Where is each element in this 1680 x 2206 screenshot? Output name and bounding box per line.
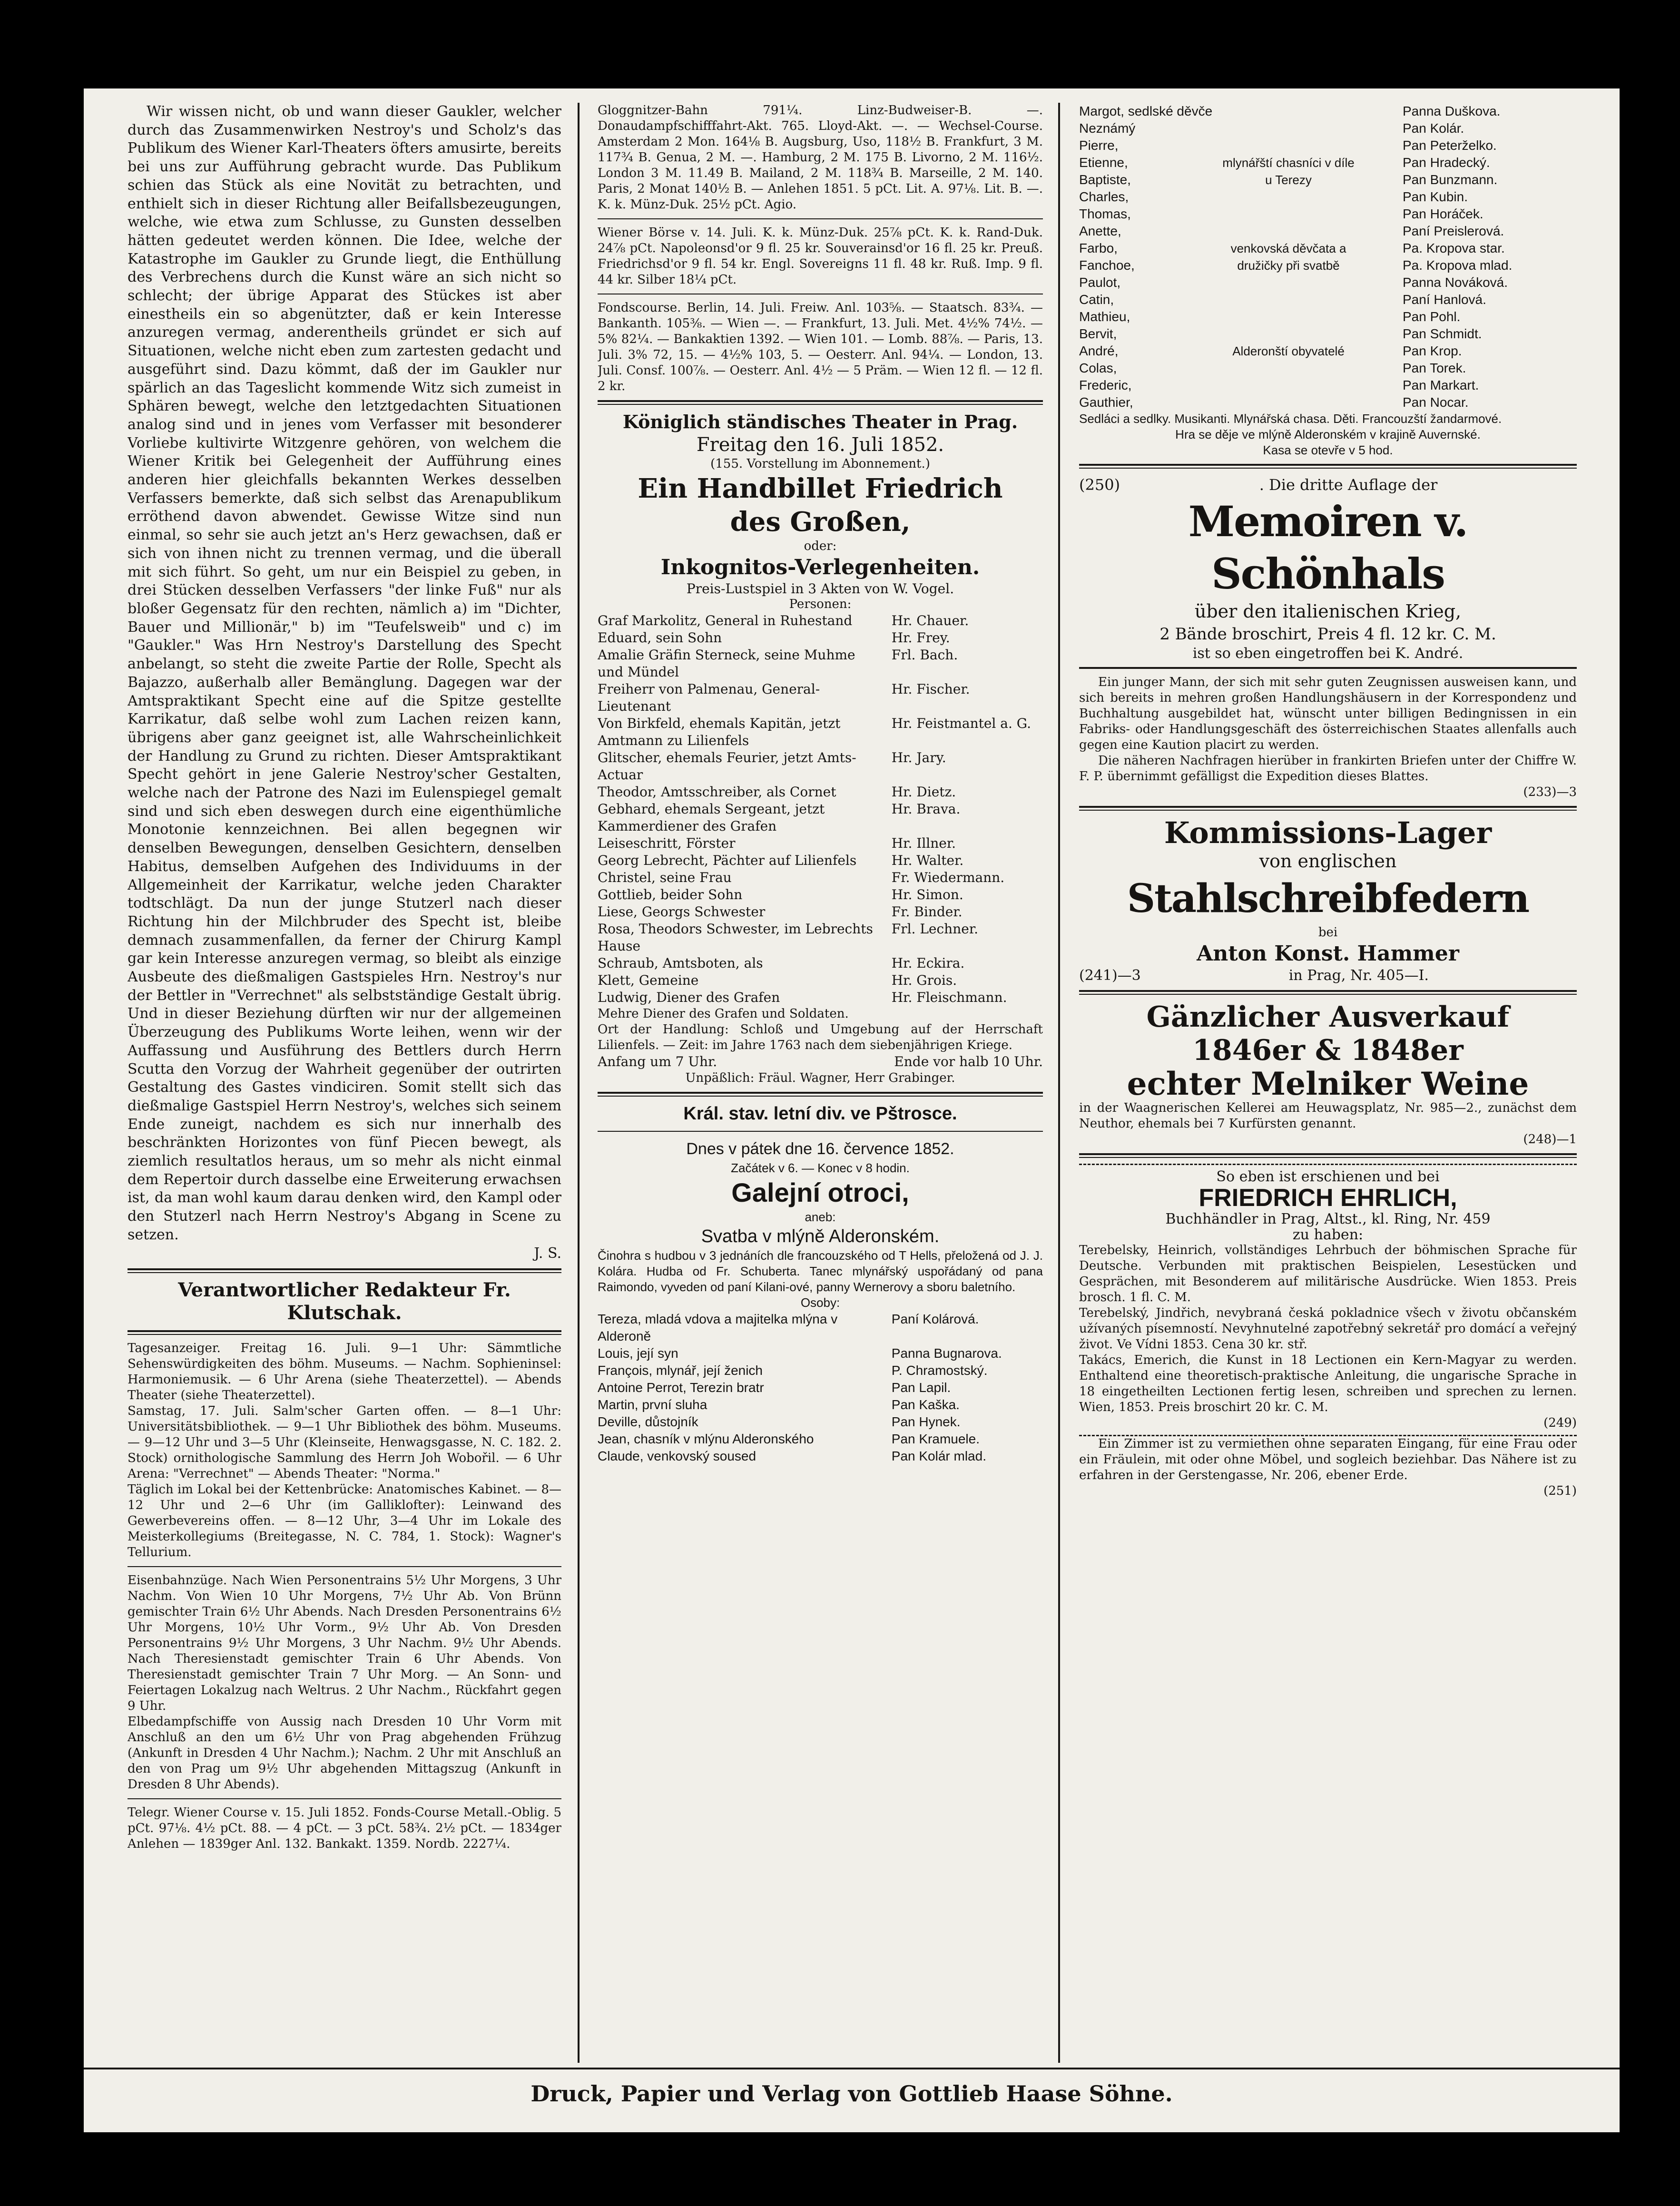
cast-character: Catin, <box>1079 292 1114 307</box>
czech-osoby: Osoby: <box>800 1295 840 1310</box>
cast-row <box>598 629 1043 647</box>
cast-row <box>1079 154 1577 171</box>
ad-ehrlich-book-1: Terebelsky, Heinrich, vollständiges Lehrbuch der böhmischen Sprache für Deutsche. Verbunden mit praktischen Beispielen, Lesestücken und Gesprächen, mit Besonderem auf militärische Ausdrücke. Wien 1853. Preis brosch. 1 fl. C. M. <box>1079 1243 1577 1304</box>
eisenbahnzuege: Eisenbahnzüge. Nach Wien Personentrains 5½ Uhr Morgens, 3 Uhr Nachm. Von Wien 10 Uhr Morgens, 7½ Uhr Ab. Von Brünn gemischter Train 6½ Uhr Abends. Nach Dresden Personentrains 6½ Uhr Morgens, 10½ Uhr Vorm., 9½ Uhr Ab. Von Dresden Personentrains 9½ Uhr Morgens, 3 Uhr Nachm. 9½ Uhr Abends. Nach Theresienstadt gemischter Train 6 Uhr Abends. Von Theresienstadt gemischter Train 7 Uhr Morg. — An Sonn- und Feiertagen Lokalzug nach Weltrus. 2 Uhr Nachm., Rückfahrt gegen 9 Uhr. <box>128 1573 561 1714</box>
column-right <box>1079 103 1577 2072</box>
cast-row <box>598 612 1043 629</box>
cast-actor: Pan Nocar. <box>1403 395 1469 410</box>
cast-character: Pierre, <box>1079 138 1119 153</box>
czech-date: Dnes v pátek dne 16. července 1852. <box>686 1140 954 1158</box>
cast-character: Anette, <box>1079 224 1121 238</box>
cast-actor: Pan Peterželko. <box>1403 138 1497 153</box>
cast-row <box>1079 240 1577 257</box>
cast-role: Martin, první sluha <box>598 1397 707 1412</box>
divider <box>128 1566 561 1567</box>
ad-ehrlich-book-3: Takács, Emerich, die Kunst in 18 Lectionen ein Kern-Magyar zu werden. Enthaltend eine theoretisch-praktische Anleitung, die ungarische Sprache in 18 eingetheilten Lectionen fertig lesen, schreiben und sprechen zu lernen. Wien, 1853. Preis broschirt 20 kr. C. M. <box>1079 1353 1577 1414</box>
ad-ehrlich-box <box>1079 1164 1577 1436</box>
cast-role: Ludwig, Diener des Grafen <box>598 990 780 1005</box>
cast-row <box>598 1311 1043 1345</box>
play-genre: Preis-Lustspiel in 3 Akten von W. Vogel. <box>686 581 954 597</box>
cast-group: Alderonští obyvatelé <box>1232 344 1345 358</box>
play-anfang: Anfang um 7 Uhr. <box>598 1054 717 1069</box>
elbedampfschiffe: Elbedampfschiffe von Aussig nach Dresden 10 Uhr Vorm mit Anschluß an den um 6½ Uhr von Prag abgehenden Frühzug (Ankunft in Dresden 4 Uhr Nachm.); Nachm. 2 Uhr mit Anschluß an den von Prag um 9½ Uhr abgehenden Mittagszug (Ankunft in Dresden 8 Uhr Abends). <box>128 1715 561 1792</box>
column-rule-2 <box>1058 103 1060 2063</box>
ad-federn-number: (241)—3 <box>1079 967 1141 984</box>
cast-row <box>1079 223 1577 240</box>
cast-actor: Pan Kaška. <box>891 1397 960 1412</box>
divider <box>598 400 1043 405</box>
cast-group: mlynářští chasníci v díle <box>1222 156 1355 170</box>
cast-role: Jean, chasník v mlýnu Alderonského <box>598 1431 814 1446</box>
play-title-1: Ein Handbillet Friedrich <box>638 473 1003 504</box>
ad-wine-years: 1846er & 1848er <box>1192 1034 1464 1067</box>
ad-schoenhals-availability: ist so eben eingetroffen bei K. André. <box>1192 645 1464 662</box>
telegr-course: Telegr. Wiener Course v. 15. Juli 1852. Fonds-Course Metall.-Oblig. 5 pCt. 97⅛. 4½ pCt. 88. — 4 pCt. — 3 pCt. 58¾. 2½ pCt. — 1834ger Anlehen — 1839ger Anl. 132. Bankakt. 1359. Nordb. 2227¼. <box>128 1805 561 1852</box>
cast-character: Charles, <box>1079 189 1129 204</box>
ad-federn-title: Kommissions-Lager <box>1164 815 1492 850</box>
cast-role: Von Birkfeld, ehemals Kapitän, jetzt Amtmann zu Lilienfels <box>598 716 841 748</box>
cast-row <box>598 972 1043 989</box>
czech-cast-continued <box>1079 103 1577 411</box>
cast-row <box>598 801 1043 835</box>
cast-actor: Hr. Jary. <box>891 750 946 765</box>
cast-actor: Hr. Dietz. <box>891 784 956 800</box>
imprint-footer: Druck, Papier und Verlag von Gottlieb Haase Söhne. <box>531 2081 1173 2107</box>
cast-actor: Paní Preislerová. <box>1403 224 1504 238</box>
divider <box>1079 1153 1577 1158</box>
cast-row <box>598 1413 1043 1431</box>
cast-role: Liese, Georgs Schwester <box>598 904 766 920</box>
divider <box>598 218 1043 219</box>
cast-row <box>1079 394 1577 411</box>
cast-role: Graf Markolitz, General in Ruhestand <box>598 613 853 628</box>
cast-actor: Panna Duškova. <box>1403 104 1501 118</box>
cast-role: Gottlieb, beider Sohn <box>598 887 743 902</box>
cast-role: Louis, její syn <box>598 1346 678 1361</box>
cast-row <box>598 749 1043 784</box>
cast-character: Paulot, <box>1079 275 1121 290</box>
cast-role: Tereza, mladá vdova a majitelka mlýna v Alderoně <box>598 1312 838 1343</box>
cast-role: Rosa, Theodors Schwester, im Lebrechts Hause <box>598 921 873 954</box>
cast-row <box>1079 274 1577 291</box>
cast-row <box>598 681 1043 715</box>
cast-role: Christel, seine Frau <box>598 870 732 885</box>
ad-job-more: Die näheren Nachfragen hierüber in frankirten Briefen unter der Chiffre W. F. P. übernimmt gefälligst die Expedition dieses Blattes. <box>1079 754 1577 784</box>
ad-schoenhals-title: Memoiren v. Schönhals <box>1188 497 1468 598</box>
cast-actor: Panna Nováková. <box>1403 275 1508 290</box>
ad-federn-name: Anton Konst. Hammer <box>1197 941 1459 966</box>
cast-role: Schraub, Amtsboten, als <box>598 955 763 971</box>
cast-row <box>1079 343 1577 360</box>
review-signature: J. S. <box>534 1245 561 1262</box>
divider <box>128 1268 561 1273</box>
cast-row <box>1079 206 1577 223</box>
cast-extra-3: Kasa se otevře v 5 hod. <box>1263 443 1393 457</box>
play-oder: oder: <box>804 539 837 553</box>
cast-actor: Frl. Bach. <box>891 647 958 663</box>
ad-ehrlich-intro: So eben ist erschienen und bei <box>1216 1168 1440 1185</box>
bahn-course: Gloggnitzer-Bahn 791¼. Linz-Budweiser-B. —. Donaudampfschifffahrt-Akt. 765. Lloyd-Akt. —. — Wechsel-Course. Amsterdam 2 Mon. 164⅛ B. Augsburg, Uso, 118½ B. Frankfurt, 3 M. 117¾ B. Genua, 2 M. —. Hamburg, 2 M. 175 B. Livorno, 2 M. 116½. London 3 M. 11.49 B. Mailand, 2 M. 118¾ B. Marseille, 2 M. 140. Paris, 2 Monat 140½ B. — Anlehen 1851. 5 pCt. Lit. A. 97⅛. Lit. B. —. K. k. Münz-Duk. 25½ pCt. Agio. <box>598 103 1043 212</box>
ad-schoenhals-subtitle: über den italienischen Krieg, <box>1194 601 1462 622</box>
ad-federn-main: Stahlschreibfedern <box>1127 876 1529 922</box>
cast-row <box>1079 257 1577 274</box>
ad-zimmer-text: Ein Zimmer ist zu vermiethen ohne separaten Eingang, für eine Frau oder ein Fräulein, mit oder ohne Möbel, und sogleich beziehbar. Das Nähere ist zu erfahren in der Gerstengasse, Nr. 206, ebener Erde. <box>1079 1437 1577 1482</box>
cast-character: Fanchoe, <box>1079 258 1135 273</box>
cast-character: Gauthier, <box>1079 395 1133 410</box>
theater-vorstellung: (155. Vorstellung im Abonnement.) <box>710 457 930 471</box>
cast-group: venkovská děvčata a <box>1230 241 1346 255</box>
ad-wine-number: (248)—1 <box>1523 1132 1577 1147</box>
cast-actor: Hr. Fleischmann. <box>891 990 1007 1005</box>
cast-extra-1: Sedláci a sedlky. Musikanti. Mlynářská chasa. Děti. Francouzští žandarmové. <box>1079 412 1502 426</box>
czech-description: Činohra s hudbou v 3 jednáních dle francouzského od T Hells, přeložená od J. J. Kolára. Hudba od Fr. Schuberta. Tanec mlynářský uspořádaný od pana Raimondo, vyveden od paní Kilani-ové, panny Wernerovy a sboru baletního. <box>598 1248 1043 1294</box>
cast-row <box>1079 377 1577 394</box>
cast-row <box>598 784 1043 801</box>
cast-actor: Pan Torek. <box>1403 361 1466 375</box>
cast-actor: Pan Horáček. <box>1403 206 1484 221</box>
cast-character: Etienne, <box>1079 155 1128 170</box>
cast-actor: Pan Kramuele. <box>891 1431 980 1446</box>
editor-line: Verantwortlicher Redakteur Fr. Klutschak. <box>178 1279 511 1324</box>
cast-group: družičky při svatbě <box>1237 258 1340 273</box>
cast-row <box>1079 188 1577 206</box>
cast-row <box>1079 120 1577 137</box>
cast-group: u Terezy <box>1265 173 1312 187</box>
divider <box>1079 990 1577 995</box>
theater-review-text: Wir wissen nicht, ob und wann dieser Gaukler, welcher durch das Zusammenwirken Nestroy's und Scholz's das Publikum des Wiener Karl-Theaters öfters amusirte, bereits bei uns zur Aufführung gebracht wurde. Das Publikum schien das Stück als eine Novität zu betrachten, und enthielt sich in dieser Richtung aller Beifallsbezeugungen, welche, wie etwa zum Schlusse, zu Gunsten desselben hätten gedeutet werden können. Die Idee, welche der Katastrophe im Gaukler zu Grunde liegt, die Enthüllung des Verbrechens durch die Kunst wäre an sich nicht so schlecht; der übrige Apparat des Stückes ist aber einestheils ein so abgenützter, daß er kein Interesse anzuregen vermag, anderentheils gründet er sich auf Situationen, welche nicht eben zum zartesten gedacht und ausgeführt sind. Dazu kömmt, daß der im Gaukler nur spärlich an das Tageslicht kommende Witz sich zumeist in Sphären bewegt, welche den letztgedachten Situationen analog sind und in jenes vom Verfasser mit besonderer Vorliebe kultivirte Witzgenre gehören, von welchem die Wiener Kritik bei Gelegenheit der Aufführung eines anderen hier gleichfalls bekannten Werkes desselben Verfassers bemerkte, daß sich selbst das Arenapublikum erröthend davon abwendet. Gewisse Witze sind nun einmal, so sehr sie auch jetzt an's Herz gewachsen, daß er sich von ihnen nicht zu trennen vermag, und die überall mit sich führt. So geht, um nur ein Beispiel zu geben, in drei Stücken desselben Verfassers "der linke Fuß" nur als bloßer Gegensatz für den rechten, nämlich a) im "Dichter, Bauer und Millionär," b) im "Teufelsweib" und c) im "Gaukler." Was Hrn Nestroy's Darstellung des Specht anbelangt, so steht die zweite Partie der Rolle, Specht als Bajazzo, außerhalb aller Bemänglung. Dagegen war der Amtspraktikant Specht eine auf die Spitze gestellte Karrikatur, daß selbe wohl zum Lachen reizen kann, übrigens aber ganz geeignet ist, alle Wahrscheinlichkeit der Handlung zu Grund zu richten. Dieser Amtspraktikant Specht gehört in jene Galerie Nestroy'scher Gestalten, welche nach der Patrone des Nazi im Eulenspiegel gemalt sind und sich eben deswegen durch eine eigenthümliche Monotonie kennzeichnen. Bei allen begegnen wir denselben Bewegungen, denselben Gesichtern, denselben Habitus, demselben Aufgehen des Individuums in der Allgemeinheit der Karrikatur, welche jeden Charakter todtschlägt. Da nun der junge Stutzerl nach dieser Richtung hin der Milchbruder des Specht ist, bleibe demnach zusammenfallen, da ferner der Chirurg Kampl gar kein Interesse anzuregen vermag, so bleibt als einzige Ausbeute des dießmaligen Gastspieles Hrn. Nestroy's nur der Bettler in "Verrechnet" als selbstständige Gestalt übrig. Und in dieser Beziehung dürften wir nur der allgemeinen Überzeugung des Publikums Worte leihen, wenn wir der Auffassung und Ausführung des Bettlers durch Herrn Scutta den Vorzug der Wahrheit gegenüber der outrirten Gestaltung des Gastes vindiciren. Somit stellt sich das dießmalige Gastspiel Herrn Nestroy's, welches sich seinem Ende zuneigt, nachdem es sich nur innerhalb des beschränkten Horizontes von fünf Piecen bewegt, als ziemlich resultatlos heraus, um so mehr als nicht einmal dem Repertoir durch dasselbe eine Erweiterung erwachsen ist, da man wohl kaum darau denken wird, den Kampl oder den Stutzerl nach Herrn Nestroy's Abgang in Scene zu setzen. <box>128 103 561 1243</box>
cast-actor: Fr. Wiedermann. <box>891 870 1005 885</box>
divider <box>1079 806 1577 811</box>
cast-role: Freiherr von Palmenau, General-Lieutenant <box>598 681 820 714</box>
cast-extra-2: Hra se děje ve mlýně Alderonském v krajině Auvernské. <box>1175 427 1481 441</box>
czech-heading: Král. stav. letní div. ve Pštrosce. <box>683 1104 957 1124</box>
samstag-events: Samstag, 17. Juli. Salm'scher Garten offen. — 8—1 Uhr: Universitätsbibliothek. — 9—1 Uhr Bibliothek des böhm. Museums. — 9—12 Uhr und 3—5 Uhr (Kleinseite, Henwagsgasse, N. C. 182. 2. Stock) ornithologische Sammlung des Herrn Joh Wobořil. — 6 Uhr Arena: "Verrechnet" — Abends Theater: "Norma." <box>128 1404 561 1481</box>
ad-federn-location: in Prag, Nr. 405—I. <box>1288 967 1429 984</box>
czech-subtitle: Svatba v mlýně Alderonském. <box>701 1226 940 1246</box>
play-cast-list <box>598 612 1043 1006</box>
cast-character: André, <box>1079 343 1119 358</box>
ad-ehrlich-address: Buchhändler in Prag, Altst., kl. Ring, Nr. 459 <box>1165 1211 1491 1227</box>
divider <box>128 1330 561 1335</box>
cast-group <box>1174 394 1403 411</box>
cast-actor: Fr. Binder. <box>891 904 963 920</box>
czech-cast-list <box>598 1311 1043 1465</box>
newspaper-page <box>84 88 1620 2132</box>
cast-actor: Pan Schmidt. <box>1403 326 1482 341</box>
cast-role: Eduard, sein Sohn <box>598 630 722 646</box>
ad-wine-text: in der Waagnerischen Kellerei am Heuwagsplatz, Nr. 985—2., zunächst dem Neuthor, ehemals bei 7 Kurfürsten genannt. <box>1079 1101 1577 1131</box>
cast-row <box>598 852 1043 869</box>
cast-group <box>1174 206 1403 223</box>
cast-row <box>598 1396 1043 1413</box>
cast-role: Claude, venkovský soused <box>598 1449 756 1463</box>
ad-federn-sub: von englischen <box>1259 851 1397 872</box>
ad-schoenhals-price: 2 Bände broschirt, Preis 4 fl. 12 kr. C. M. <box>1159 625 1496 644</box>
ad-ehrlich-book-2: Terebelský, Jindřich, nevybraná česká pokladnice všech v životu občanském užívaných písemností. Nevyhnutelné zapotřebný sekretář pro domácí a veřejný život. Ve Vídni 1853. Cena 30 kr. stř. <box>1079 1306 1577 1352</box>
divider <box>128 1798 561 1799</box>
play-ende: Ende vor halb 10 Uhr. <box>894 1054 1043 1069</box>
cast-actor: Pan Kolár. <box>1403 121 1464 136</box>
cast-row <box>598 1362 1043 1379</box>
cast-group <box>1174 103 1403 120</box>
cast-actor: Panna Bugnarova. <box>891 1346 1002 1361</box>
cast-row <box>598 903 1043 921</box>
cast-role: Deville, důstojník <box>598 1414 698 1429</box>
cast-actor: Pan Pohl. <box>1403 309 1461 324</box>
cast-actor: Pan Kolár mlad. <box>891 1449 986 1463</box>
cast-role: François, mlynář, její ženich <box>598 1363 763 1378</box>
cast-actor: Paní Hanlová. <box>1403 292 1486 307</box>
cast-actor: Hr. Feistmantel a. G. <box>891 716 1032 731</box>
cast-actor: Hr. Brava. <box>891 801 961 817</box>
cast-actor: Hr. Fischer. <box>891 681 970 697</box>
divider <box>598 1092 1043 1097</box>
cast-actor: P. Chramostský. <box>891 1363 988 1378</box>
czech-title: Galejní otroci, <box>731 1177 909 1207</box>
cast-actor: Pan Kubin. <box>1403 189 1468 204</box>
cast-role: Antoine Perrot, Terezin bratr <box>598 1380 764 1395</box>
ad-wine-name: echter Melniker Weine <box>1127 1065 1529 1102</box>
cast-group <box>1174 223 1403 240</box>
cast-row <box>598 989 1043 1006</box>
cast-row <box>598 1431 1043 1448</box>
ad-federn-footer <box>1079 967 1577 984</box>
divider <box>598 1131 1043 1132</box>
cast-actor: Pan Bunzmann. <box>1403 172 1498 187</box>
cast-row <box>1079 360 1577 377</box>
czech-time: Začátek v 6. — Konec v 8 hodin. <box>731 1161 910 1175</box>
ad-schoenhals-number: (250) <box>1079 476 1120 494</box>
cast-group <box>1174 120 1403 137</box>
cast-role: Theodor, Amtsschreiber, als Cornet <box>598 784 836 800</box>
cast-actor: Pan Lapil. <box>891 1380 951 1395</box>
column-left <box>128 103 561 2072</box>
ad-schoenhals-intro: . Die dritte Auflage der <box>1259 476 1438 494</box>
cast-actor: Frl. Lechner. <box>891 921 979 937</box>
play-times <box>598 1053 1043 1070</box>
cast-group <box>1174 137 1403 154</box>
cast-group <box>1174 291 1403 308</box>
cast-character: Neznámý <box>1079 121 1136 136</box>
cast-group <box>1174 188 1403 206</box>
cast-character: Thomas, <box>1079 206 1131 221</box>
cast-row <box>598 1345 1043 1362</box>
ad-schoenhals-header <box>1079 474 1577 495</box>
cast-row <box>598 921 1043 955</box>
cast-actor: Paní Kolárová. <box>891 1312 979 1326</box>
ad-zimmer-number: (251) <box>1543 1484 1577 1498</box>
cast-group <box>1174 308 1403 325</box>
cast-role: Gebhard, ehemals Sergeant, jetzt Kammerdiener des Grafen <box>598 801 825 834</box>
wiener-boerse: Wiener Börse v. 14. Juli. K. k. Münz-Duk. 25⅞ pCt. K. k. Rand-Duk. 24⅞ pCt. Napoleonsd'or 9 fl. 25 kr. Souverainsd'or 16 fl. 25 kr. Preuß. Friedrichsd'or 9 fl. 54 kr. Engl. Sovereigns 11 fl. 48 kr. Ruß. Imp. 9 fl. 44 kr. Silber 18¼ pCt. <box>598 226 1043 287</box>
theater-date: Freitag den 16. Juli 1852. <box>696 434 944 456</box>
cast-group <box>1174 325 1403 343</box>
ad-job-text: Ein junger Mann, der sich mit sehr guten Zeugnissen ausweisen kann, und sich bereits in mehren großen Handlungshäusern in der Korrespondenz und Buchhaltung ausgebildet hat, wünscht unter billigen Bedingnissen in ein Fabriks- oder Handlungsgeschäft des österreichischen Staates allenfalls auch gegen eine Kaution placirt zu werden. <box>1079 675 1577 752</box>
cast-row <box>1079 171 1577 188</box>
cast-actor: Pan Hradecký. <box>1403 155 1490 170</box>
cast-row <box>598 886 1043 903</box>
column-middle <box>598 103 1043 2072</box>
tagesanzeiger: Tagesanzeiger. Freitag 16. Juli. 9—1 Uhr: Sämmtliche Sehenswürdigkeiten des böhm. Museums. — Nachm. Sophieninsel: Harmoniemusik. — 6 Uhr Arena (siehe Theaterzettel). — Abends Theater (siehe Theaterzettel). <box>128 1341 561 1403</box>
play-ort: Ort der Handlung: Schloß und Umgebung auf der Herrschaft Lilienfels. — Zeit: im Jahre 1763 nach dem siebenjährigen Kriege. <box>598 1022 1043 1052</box>
cast-role: Klett, Gemeine <box>598 972 699 988</box>
bottom-rule <box>84 2068 1620 2069</box>
cast-character: Mathieu, <box>1079 309 1130 324</box>
ad-job-number: (233)—3 <box>1523 785 1577 799</box>
cast-role: Glitscher, ehemals Feurier, jetzt Amts-Actuar <box>598 750 856 783</box>
cast-row <box>598 647 1043 681</box>
cast-group <box>1174 377 1403 394</box>
divider <box>1079 464 1577 469</box>
cast-group <box>1174 360 1403 377</box>
play-title-3: Inkognitos-Verlegenheiten. <box>660 555 980 579</box>
cast-row <box>1079 308 1577 325</box>
taeglich-events: Täglich im Lokal bei der Kettenbrücke: Anatomisches Kabinet. — 8—12 Uhr und 2—6 Uhr (im Galliklofter): Leinwand des Gewerbevereins offen. — 8—12 Uhr, 3—4 Uhr im Lokale des Meisterkollegiums (Breitegasse, N. C. 784, 1. Stock): Wagner's Tellurium. <box>128 1482 561 1560</box>
czech-aneb: aneb: <box>805 1210 836 1224</box>
cast-group <box>1174 274 1403 291</box>
cast-row <box>598 835 1043 852</box>
cast-actor: Hr. Eckira. <box>891 955 965 971</box>
play-unpass: Unpäßlich: Fräul. Wagner, Herr Grabinger. <box>685 1071 955 1085</box>
cast-character: Baptiste, <box>1079 172 1131 187</box>
cast-character: Farbo, <box>1079 241 1118 255</box>
cast-row <box>1079 103 1577 120</box>
play-title-2: des Großen, <box>730 506 911 538</box>
cast-character: Margot, sedlské děvče <box>1079 104 1213 118</box>
cast-row <box>1079 291 1577 308</box>
cast-actor: Pan Hynek. <box>891 1414 961 1429</box>
cast-actor: Hr. Chauer. <box>891 613 969 628</box>
cast-role: Leiseschritt, Förster <box>598 835 736 851</box>
cast-row <box>598 869 1043 886</box>
play-personen: Personen: <box>789 597 852 611</box>
cast-row <box>598 715 1043 749</box>
cast-row <box>1079 137 1577 154</box>
cast-actor: Hr. Simon. <box>891 887 963 902</box>
cast-actor: Pa. Kropova mlad. <box>1403 258 1513 273</box>
ad-ehrlich-number: (249) <box>1543 1416 1577 1430</box>
cast-row <box>598 1448 1043 1465</box>
cast-actor: Hr. Frey. <box>891 630 950 646</box>
fondscourse: Fondscourse. Berlin, 14. Juli. Freiw. Anl. 103⅝. — Staatsch. 83¾. — Bankanth. 105⅜. — Wien —. — Frankfurt, 13. Juli. Met. 4½% 74½. — 5% 82¼. — Bankaktien 1392. — Wien 101. — Lomb. 88⅞. — Paris, 13. Juli. 3% 72, 15. — 4½% 103, 5. — Oesterr. Anl. 94¼. — London, 13. Juli. Consf. 100⅞. — Oesterr. Anl. 4½ — 5 Präm. — Wien 12 fl. — 12 fl. 2 kr. <box>598 301 1043 393</box>
theater-heading: Königlich ständisches Theater in Prag. <box>622 411 1018 432</box>
ad-wine-title: Gänzlicher Ausverkauf <box>1146 1000 1510 1034</box>
divider <box>1079 667 1577 669</box>
cast-row <box>598 955 1043 972</box>
ad-ehrlich-zu: zu haben: <box>1292 1226 1364 1243</box>
ad-federn-bei: bei <box>1318 925 1338 940</box>
cast-role: Amalie Gräfin Sterneck, seine Muhme und Mündel <box>598 647 855 680</box>
cast-row <box>1079 325 1577 343</box>
cast-actor: Hr. Grois. <box>891 972 957 988</box>
cast-character: Bervit, <box>1079 326 1117 341</box>
ad-ehrlich-name: FRIEDRICH EHRLICH, <box>1199 1184 1457 1212</box>
column-rule-1 <box>578 103 580 2063</box>
cast-character: Frederic, <box>1079 378 1132 392</box>
cast-character: Colas, <box>1079 361 1117 375</box>
play-extra: Mehre Diener des Grafen und Soldaten. <box>598 1007 849 1021</box>
cast-actor: Pan Markart. <box>1403 378 1479 392</box>
cast-actor: Hr. Illner. <box>891 835 956 851</box>
cast-actor: Hr. Walter. <box>891 853 964 868</box>
cast-role: Georg Lebrecht, Pächter auf Lilienfels <box>598 853 857 868</box>
cast-row <box>598 1379 1043 1396</box>
cast-actor: Pa. Kropova star. <box>1403 241 1505 255</box>
cast-actor: Pan Krop. <box>1403 343 1462 358</box>
